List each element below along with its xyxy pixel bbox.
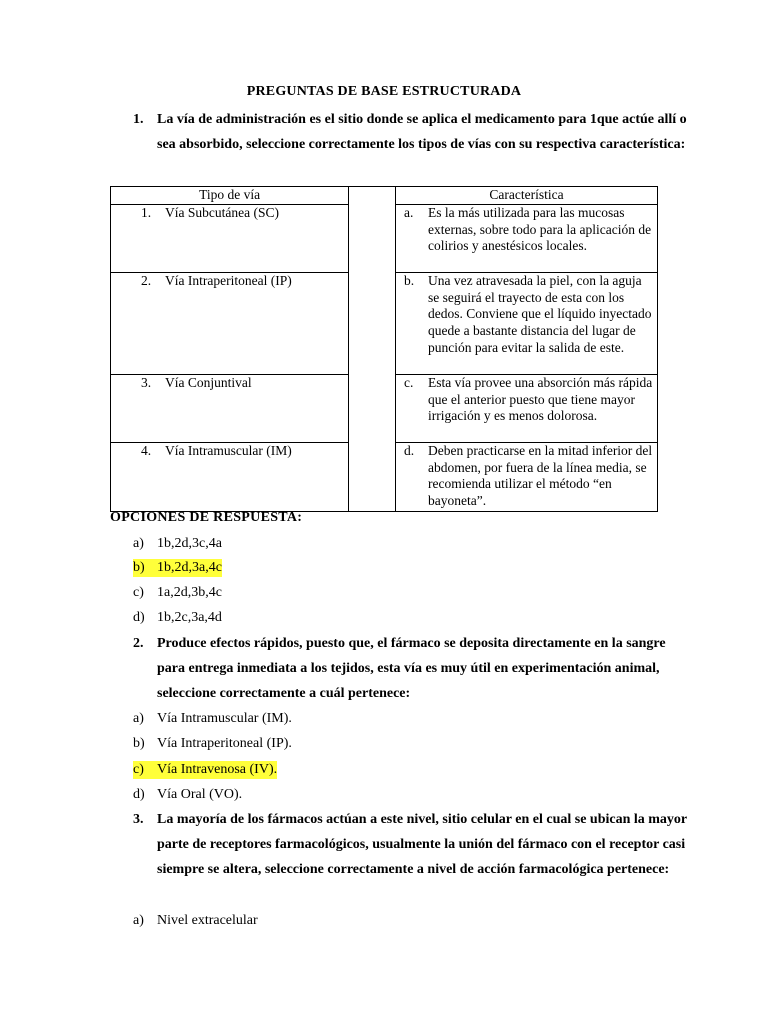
option-item (133, 912, 258, 930)
header-characteristic: Característica (396, 187, 658, 205)
spacer-cell (349, 205, 396, 273)
route-name: Vía Subcutánea (SC) (165, 205, 279, 220)
page-title: PREGUNTAS DE BASE ESTRUCTURADA (246, 84, 522, 99)
row-letter: a. (404, 205, 414, 220)
characteristic-cell (396, 273, 658, 375)
option-text: Nivel extracelular (157, 913, 258, 928)
option-text: 1b,2d,3c,4a (157, 536, 222, 551)
option-letter: b) (133, 736, 145, 751)
option-letter: a) (133, 711, 144, 726)
row-number: 1. (141, 205, 152, 220)
option-item (133, 535, 222, 553)
characteristic-text: Deben practicarse en la mitad inferior del abdomen, por fuera de la línea media, se recomienda utilizar el método “en bayoneta”. (428, 443, 653, 509)
characteristic-cell (396, 375, 658, 443)
option-item (133, 786, 242, 804)
table-row (111, 273, 658, 375)
question-1 (133, 107, 693, 157)
option-item (133, 735, 292, 753)
spacer-cell (349, 375, 396, 443)
question-text: Produce efectos rápidos, puesto que, el fármaco se deposita directamente en la sangre para entrega inmediata a los tejidos, esta vía es muy útil en experimentación animal, seleccione correctamente a cuál pertenece: (157, 636, 666, 701)
type-cell (111, 443, 349, 512)
row-number: 4. (141, 443, 152, 458)
option-letter: c) (133, 762, 144, 777)
option-text: Vía Intravenosa (IV). (157, 762, 278, 777)
row-number: 3. (141, 375, 152, 390)
route-name: Vía Intramuscular (IM) (165, 443, 292, 458)
table-row (111, 443, 658, 512)
spacer-cell (349, 443, 396, 512)
option-text: 1a,2d,3b,4c (157, 585, 222, 600)
option-letter: a) (133, 913, 144, 928)
type-cell (111, 273, 349, 375)
option-item (133, 584, 222, 602)
type-cell (111, 375, 349, 443)
option-item-selected (133, 559, 222, 577)
characteristic-text: Esta vía provee una absorción más rápida que el anterior puesto que tiene mayor irrigación y es menos dolorosa. (428, 375, 653, 424)
route-name: Vía Conjuntival (165, 375, 252, 390)
question-text: La vía de administración es el sitio donde se aplica el medicamento para 1que actúe allí o sea absorbido, seleccione correctamente los tipos de vías con su respectiva característica: (157, 112, 687, 152)
option-letter: d) (133, 787, 145, 802)
spacer-cell (349, 273, 396, 375)
question-text: La mayoría de los fármacos actúan a este nivel, sitio celular en el cual se ubican la mayor parte de receptores farmacológicos, usualmente la unión del fármaco con el receptor casi siempre se altera, seleccione correctamente a nivel de acción farmacológica pertenece: (157, 812, 687, 877)
question-2 (133, 631, 693, 706)
characteristic-cell (396, 443, 658, 512)
type-cell (111, 205, 349, 273)
row-letter: b. (404, 273, 415, 288)
characteristic-cell (396, 205, 658, 273)
header-type: Tipo de vía (111, 187, 349, 205)
characteristic-text: Una vez atravesada la piel, con la aguja se seguirá el trayecto de esta con los dedos. Conviene que el líquido inyectado quede a bastante distancia del lugar de punción para evitar la salida de este. (428, 273, 652, 355)
question-number: 2. (133, 636, 144, 651)
row-number: 2. (141, 273, 152, 288)
option-letter: c) (133, 585, 144, 600)
table-row (111, 375, 658, 443)
option-letter: d) (133, 610, 145, 625)
row-letter: c. (404, 375, 414, 390)
question-number: 1. (133, 112, 144, 127)
question-3 (133, 807, 693, 882)
table-header-row (111, 187, 658, 205)
option-letter: a) (133, 536, 144, 551)
option-letter: b) (133, 560, 145, 575)
route-name: Vía Intraperitoneal (IP) (165, 273, 292, 288)
option-text: Vía Intramuscular (IM). (157, 711, 292, 726)
option-text: 1b,2c,3a,4d (157, 610, 222, 625)
row-letter: d. (404, 443, 415, 458)
table-row (111, 205, 658, 273)
header-spacer (349, 187, 396, 205)
option-item (133, 710, 292, 728)
option-item-selected (133, 761, 277, 779)
option-text: Vía Oral (VO). (157, 787, 243, 802)
option-item (133, 609, 222, 627)
characteristic-text: Es la más utilizada para las mucosas externas, sobre todo para la aplicación de colirios y anestésicos locales. (428, 205, 652, 254)
option-text: Vía Intraperitoneal (IP). (157, 736, 292, 751)
routes-table (110, 186, 658, 512)
option-text: 1b,2d,3a,4c (157, 560, 222, 575)
question-number: 3. (133, 812, 144, 827)
answers-heading: OPCIONES DE RESPUESTA: (110, 510, 303, 525)
